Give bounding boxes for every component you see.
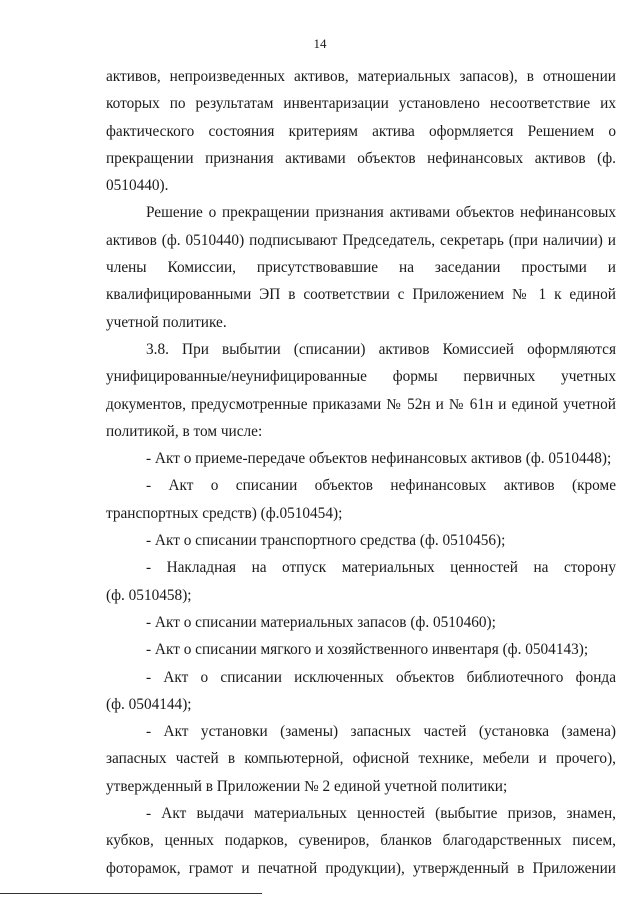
text-line: - Акт о приеме-передаче объектов нефинансовых активов (ф. 0510448); xyxy=(146,450,612,468)
text-line: Решение о прекращении признания активами объектов нефинансовых xyxy=(146,204,616,222)
text-line: учетной политике. xyxy=(106,313,227,331)
text-line: - Акт о списании объектов нефинансовых активов (кроме xyxy=(146,477,616,495)
text-line: прекращении признания активами объектов нефинансовых активов (ф. xyxy=(106,149,616,167)
text-line: активов, непроизведенных активов, материальных запасов), в отношении xyxy=(106,68,616,85)
text-line: политикой, в том числе: xyxy=(106,422,263,440)
text-line: унифицированные/неунифицированные формы первичных учетных xyxy=(106,368,616,386)
text-line: активов (ф. 0510440) подписывают Председатель, секретарь (при наличии) и xyxy=(106,231,616,249)
text-line: утвержденный в Приложении № 2 единой учетной политики; xyxy=(106,777,508,795)
text-line: фактического состояния критериям актива оформляется Решением о xyxy=(106,122,616,140)
text-line: транспортных средств) (ф.0510454); xyxy=(106,504,343,522)
document-body xyxy=(106,63,616,882)
text-line: (ф. 0510458); xyxy=(106,586,192,604)
text-line: квалифицированными ЭП в соответствии с Приложением № 1 к единой xyxy=(106,286,616,304)
text-line: - Акт установки (замены) запасных частей (установка (замена) xyxy=(146,723,616,741)
text-line: 0510440). xyxy=(106,177,169,195)
footnote-separator xyxy=(0,893,262,894)
text-line: - Акт о списании исключенных объектов библиотечного фонда xyxy=(146,668,616,686)
text-line: фоторамок, грамот и печатной продукции), утвержденный в Приложении xyxy=(106,859,616,877)
text-line: которых по результатам инвентаризации установлено несоответствие их xyxy=(106,95,616,113)
text-line: документов, предусмотренные приказами № 52н и № 61н и единой учетной xyxy=(106,395,616,413)
text-line: члены Комиссии, присутствовавшие на заседании простыми и xyxy=(106,259,616,277)
text-line: запасных частей в компьютерной, офисной технике, мебели и прочего), xyxy=(106,750,616,768)
text-line: 3.8. При выбытии (списании) активов Комиссией оформляются xyxy=(146,340,616,358)
text-line: - Акт выдачи материальных ценностей (выбытие призов, знамен, xyxy=(146,805,616,823)
text-line: - Акт о списании материальных запасов (ф. 0510460); xyxy=(146,613,496,631)
text-line: - Акт о списании мягкого и хозяйственного инвентаря (ф. 0504143); xyxy=(146,641,589,659)
text-line: - Накладная на отпуск материальных ценностей на сторону xyxy=(146,559,616,577)
page-number: 14 xyxy=(313,36,327,51)
text-line: кубков, ценных подарков, сувениров, бланков благодарственных писем, xyxy=(106,832,616,850)
text-line: - Акт о списании транспортного средства (ф. 0510456); xyxy=(146,532,506,550)
text-line: (ф. 0504144); xyxy=(106,695,192,713)
